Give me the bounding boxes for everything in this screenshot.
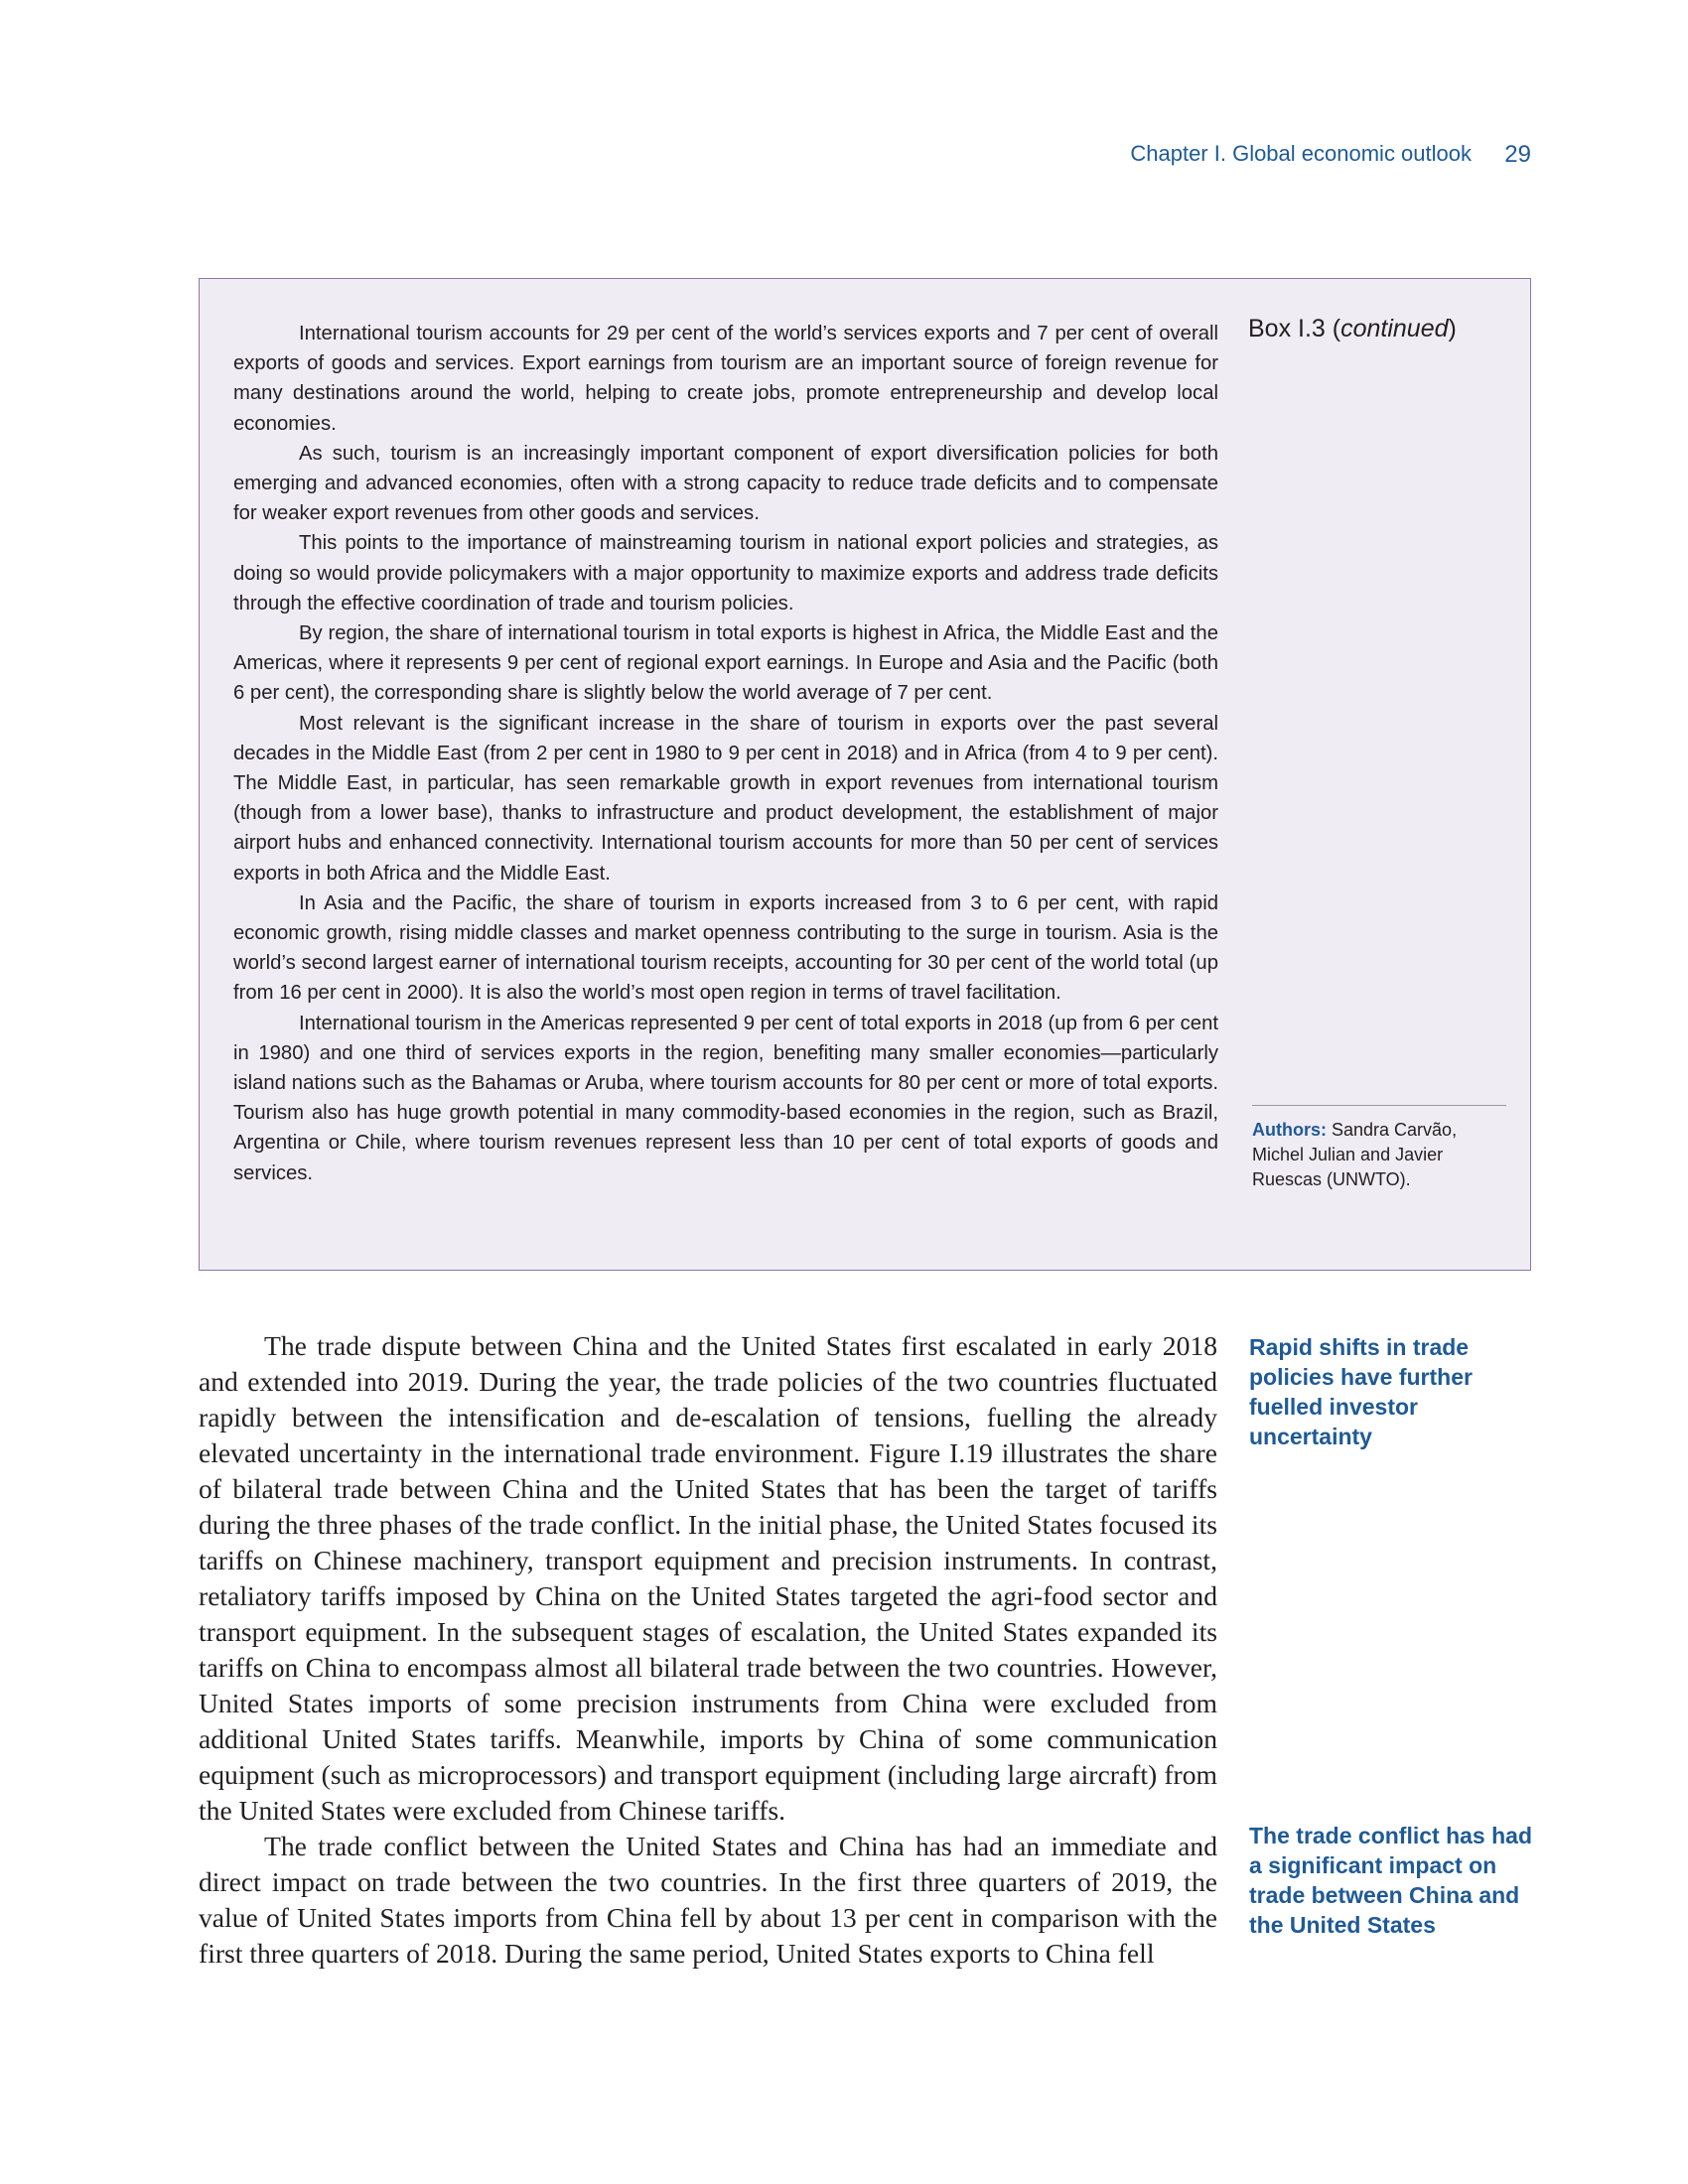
box-paragraph: By region, the share of international tourism in total exports is highest in Africa, the Middle East and the Americas, where it represents 9 per cent of regional export earnings. In Europe and Asia and the Pacific (both 6 per cent), the corresponding share is slightly below the world average of 7 per cent. bbox=[233, 622, 1218, 705]
authors-label: Authors: bbox=[1252, 1120, 1327, 1140]
body-paragraph: The trade conflict between the United States and China has had an immediate and direct impact on trade between the two countries. In the first three quarters of 2019, the value of United States imports from China fell by about 13 per cent in comparison with the first three quarters of 2018. During the same period, United States exports to China fell bbox=[199, 1831, 1217, 1969]
margin-note-trade-impact: The trade conflict has had a significant impact on trade between China and the United States bbox=[1249, 1823, 1532, 1938]
box-paragraph: In Asia and the Pacific, the share of tourism in exports increased from 3 to 6 per cent, with rapid economic growth, rising middle classes and market openness contributing to the surge in tourism. Asia is the world’s second largest earner of international tourism receipts, accounting for 30 per cent of the world total (up from 16 per cent in 2000). It is also the world’s most open region in terms of travel facilitation. bbox=[233, 891, 1218, 1005]
box-paragraph: This points to the importance of mainstreaming tourism in national export policies and strategies, as doing so would provide policymakers with a major opportunity to maximize exports and address trade deficits through the effective coordination of trade and tourism policies. bbox=[233, 532, 1218, 614]
box-label-prefix: Box I.3 ( bbox=[1248, 315, 1341, 342]
main-body-text bbox=[199, 1328, 1217, 1972]
box-paragraph: International tourism accounts for 29 per cent of the world’s services exports and 7 per cent of overall exports of goods and services. Export earnings from tourism are an important source of foreign revenue for many destinations around the world, helping to create jobs, promote entrepreneurship and develop local economies. bbox=[233, 323, 1218, 435]
box-label bbox=[1248, 315, 1457, 343]
box-i3-panel bbox=[199, 278, 1531, 1271]
page-number: 29 bbox=[1504, 141, 1531, 168]
box-text bbox=[233, 319, 1218, 1188]
box-label-suffix: ) bbox=[1448, 315, 1457, 342]
box-label-continued: continued bbox=[1340, 315, 1449, 342]
body-paragraph: The trade dispute between China and the United States first escalated in early 2018 and extended into 2019. During the year, the trade policies of the two countries fluctuated rapidly between the intensification and de-escalation of tensions, fuelling the already elevated uncertainty in the international trade environment. Figure I.19 illustrates the share of bilateral trade between China and the United States that has been the target of tariffs during the three phases of the trade conflict. In the initial phase, the United States focused its tariffs on Chinese machinery, transport equipment and precision instruments. In contrast, retaliatory tariffs imposed by China on the United States targeted the agri-food sector and transport equipment. In the subsequent stages of escalation, the United States expanded its tariffs on China to encompass almost all bilateral trade between the two countries. However, United States imports of some precision instruments from China were excluded from additional United States tariffs. Meanwhile, imports by China of some communication equipment (such as microprocessors) and transport equipment (including large aircraft) from the United States were excluded from Chinese tariffs. bbox=[199, 1330, 1217, 1826]
box-authors bbox=[1252, 1105, 1506, 1192]
authors-names: Sandra Carvão, Michel Julian and Javier Ruescas (UNWTO). bbox=[1252, 1120, 1458, 1189]
margin-note-investor-uncertainty: Rapid shifts in trade policies have further fuelled investor uncertainty bbox=[1249, 1334, 1473, 1449]
box-paragraph: Most relevant is the significant increase in the share of tourism in exports over the past several decades in the Middle East (from 2 per cent in 1980 to 9 per cent in 2018) and in Africa (from 4 to 9 per cent). The Middle East, in particular, has seen remarkable growth in export revenues from international tourism (though from a lower base), thanks to infrastructure and product development, the establishment of major airport hubs and enhanced connectivity. International tourism accounts for more than 50 per cent of services exports in both Africa and the Middle East. bbox=[233, 712, 1218, 885]
box-paragraph: International tourism in the Americas represented 9 per cent of total exports in 2018 (up from 6 per cent in 1980) and one third of services exports in the region, benefiting many smaller economies—particularly island nations such as the Bahamas or Aruba, where tourism accounts for 80 per cent or more of total exports. Tourism also has huge growth potential in many commodity-based economies in the region, such as Brazil, Argentina or Chile, where tourism revenues represent less than 10 per cent of total exports of goods and services. bbox=[233, 1012, 1218, 1184]
chapter-title: Chapter I. Global economic outlook bbox=[1130, 141, 1472, 166]
running-header bbox=[854, 141, 1539, 175]
box-paragraph: As such, tourism is an increasingly important component of export diversification policies for both emerging and advanced economies, often with a strong capacity to reduce trade deficits and to compensate for weaker export revenues from other goods and services. bbox=[233, 442, 1218, 525]
